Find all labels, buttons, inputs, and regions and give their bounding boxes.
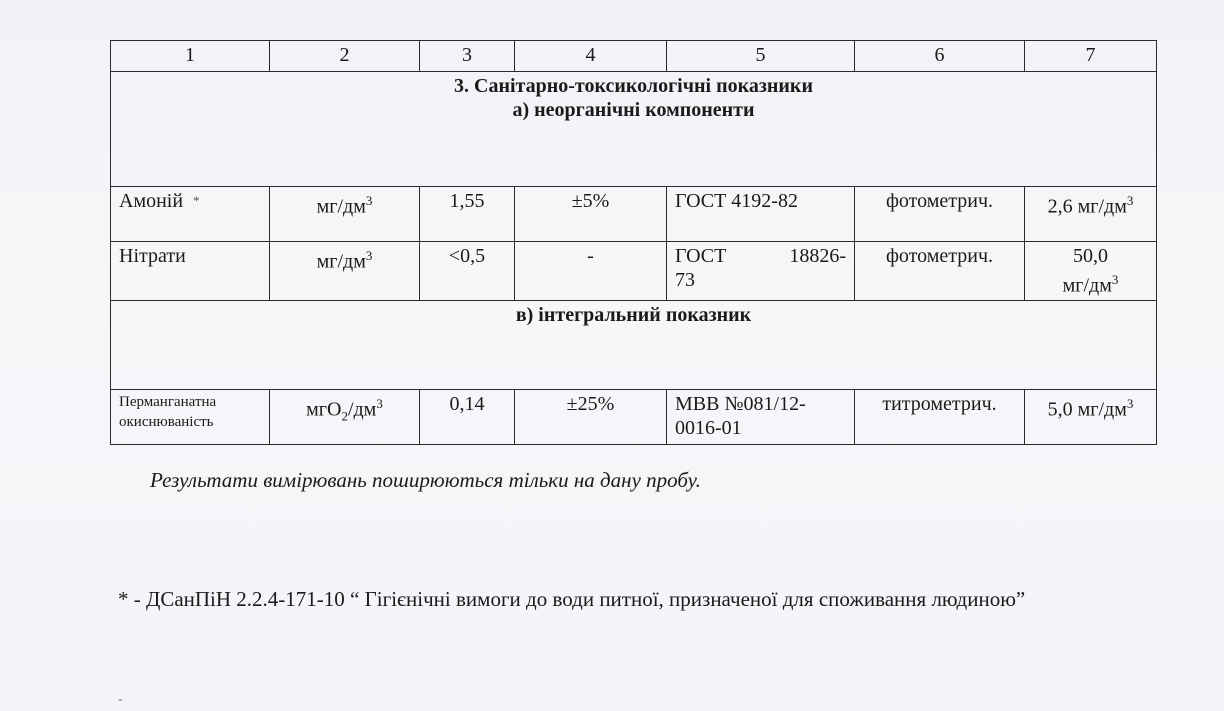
value-cell: 0,14 xyxy=(420,389,515,444)
table-row xyxy=(111,242,1157,301)
indicator-name: Перманганатна окиснюваність xyxy=(111,389,270,444)
method-cell: МВВ №081/12- 0016-01 xyxy=(667,389,855,444)
unit-cell: $мг/дм^3$ xyxy=(270,242,420,301)
measure-cell: фотометрич. xyxy=(855,242,1025,301)
col-number: 2 xyxy=(270,41,420,72)
results-table xyxy=(110,40,1157,445)
col-number: 6 xyxy=(855,41,1025,72)
error-cell: ±25% xyxy=(515,389,667,444)
col-number: 3 xyxy=(420,41,515,72)
indicator-name: Амоній * xyxy=(111,187,270,242)
results-note: Результати вимірювань поширюються тільки на дану пробу. xyxy=(150,468,701,492)
col-number: 1 xyxy=(111,41,270,72)
col-number: 7 xyxy=(1025,41,1157,72)
value-cell: <0,5 xyxy=(420,242,515,301)
section-heading-row xyxy=(111,72,1157,187)
norm-cell: 5,0 $мг/дм^3$ xyxy=(1025,389,1157,444)
norm-cell: 50,0 $мг/дм^3$ xyxy=(1025,242,1157,301)
unit-cell: $мг/дм^3$ xyxy=(270,187,420,242)
col-number: 5 xyxy=(667,41,855,72)
footnote-marker: * xyxy=(193,193,200,208)
unit-cell: $мгО_2/дм^3$ xyxy=(270,389,420,444)
col-number: 4 xyxy=(515,41,667,72)
norm-cell: 2,6 $мг/дм^3$ xyxy=(1025,187,1157,242)
table-row xyxy=(111,187,1157,242)
section-title: 3. Санітарно-токсикологічні показники xyxy=(454,75,813,97)
section-heading-row xyxy=(111,300,1157,389)
error-cell: - xyxy=(515,242,667,301)
value-cell: 1,55 xyxy=(420,187,515,242)
method-cell: ГОСТ 18826- 73 xyxy=(667,242,855,301)
table-row xyxy=(111,389,1157,444)
bottom-mark: - xyxy=(118,692,123,707)
measure-cell: титрометрич. xyxy=(855,389,1025,444)
measure-cell: фотометрич. xyxy=(855,187,1025,242)
section-heading xyxy=(111,300,1157,389)
section-heading xyxy=(111,72,1157,187)
column-number-row xyxy=(111,41,1157,72)
method-cell: ГОСТ 4192-82 xyxy=(667,187,855,242)
section-title: в) інтегральний показник xyxy=(515,303,752,326)
footnote: * - ДСанПіН 2.2.4-171-10 “ Гігієнічні вимоги до води питної, призначеної для споживання людиною” xyxy=(118,587,1026,611)
error-cell: ±5% xyxy=(515,187,667,242)
section-subtitle: а) неорганічні компоненти xyxy=(512,99,755,121)
indicator-name: Нітрати xyxy=(111,242,270,301)
